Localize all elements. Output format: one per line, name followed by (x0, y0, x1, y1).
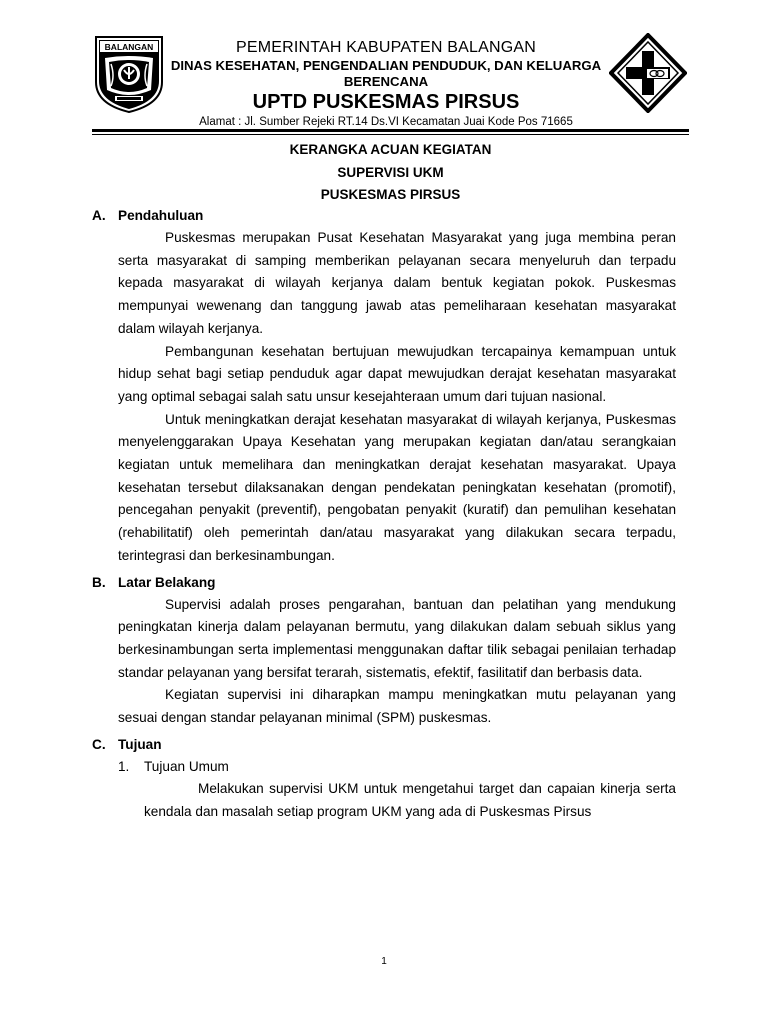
paragraph: Kegiatan supervisi ini diharapkan mampu meningkatkan mutu pelayanan yang sesuai dengan standar pelayanan minimal (SPM) puskesmas. (118, 687, 676, 726)
paragraph: Melakukan supervisi UKM untuk mengetahui target dan capaian kinerja serta kendala dan masalah setiap program UKM yang ada di Puskesmas Pirsus (144, 781, 676, 820)
section-heading-b: B. Latar Belakang (92, 574, 216, 590)
letterhead-rule-thick (92, 129, 689, 132)
health-cross-logo (609, 33, 687, 113)
letterhead-rule-thin (92, 134, 689, 135)
document-titles (92, 139, 689, 207)
paragraph: Supervisi adalah proses pengarahan, bantuan dan pelatihan yang mendukung peningkatan kinerja dalam pelayanan bermutu, yang dilakukan dalam sebuah siklus yang berkesinambungan serta implementasi menggunakan daftar tilik sebagai penilaian terhadap standar pelayanan yang bersifat terarah, sistematis, efektif, fasilitatif dan berbasis data. (118, 596, 676, 680)
document-subtitle-2: PUSKESMAS PIRSUS (320, 187, 461, 202)
document-body (92, 205, 676, 824)
document-subtitle: SUPERVISI UKM (337, 164, 444, 180)
government-name: PEMERINTAH KABUPATEN BALANGAN (235, 39, 537, 56)
institution-address: Alamat : Jl. Sumber Rejeki RT.14 Ds.VI Kecamatan Juai Kode Pos 71665 (199, 116, 573, 128)
section-heading-c: C. Tujuan (92, 736, 162, 752)
document-title: KERANGKA ACUAN KEGIATAN (289, 142, 492, 157)
paragraph: Pembangunan kesehatan bertujuan mewujudkan tercapainya kemampuan untuk hidup sehat bagi setiap penduduk agar dapat mewujudkan derajat kesehatan masyarakat yang optimal sebagai salah satu unsur kesejahteraan umum dari tujuan nasional. (118, 343, 676, 404)
subsection-heading: 1. Tujuan Umum (118, 758, 229, 774)
section-heading-a: A. Pendahuluan (92, 208, 204, 223)
paragraph: Untuk meningkatkan derajat kesehatan masyarakat di wilayah kerjanya, Puskesmas menyelenggarakan Upaya Kesehatan yang merupakan kegiatan dan/atau serangkaian kegiatan untuk memelihara dan meningkatkan derajat kesehatan masyarakat. Upaya kesehatan tersebut dilaksanakan dengan pendekatan peningkatan kesehatan (promotif), pencegahan penyakit (preventif), pengobatan penyakit (kuratif) dan pemulihan kesehatan (rehabilitatif) oleh pemerintah dan/atau masyarakat yang dilakukan secara terpadu, terintegrasi dan berkesinambungan. (118, 411, 676, 563)
department-name: DINAS KESEHATAN, PENGENDALIAN PENDUDUK, DAN KELUARGA BERENCANA (170, 58, 602, 89)
letterhead-text (160, 38, 612, 129)
balangan-crest-logo (93, 34, 165, 114)
svg-text:BALANGAN: BALANGAN (104, 42, 154, 52)
paragraph: Puskesmas merupakan Pusat Kesehatan Masyarakat yang juga membina peran serta masyarakat di samping memberikan pelayanan secara menyeluruh dan terpadu kepada masyarakat di wilayah kerjanya dalam bentuk kegiatan pokok. Puskesmas mempunyai wewenang dan tanggung jawab atas pemeliharaan kesehatan masyarakat dalam wilayah kerjanya. (118, 230, 676, 336)
page-number: 1 (381, 956, 387, 967)
institution-name: UPTD PUSKESMAS PIRSUS (252, 91, 520, 113)
